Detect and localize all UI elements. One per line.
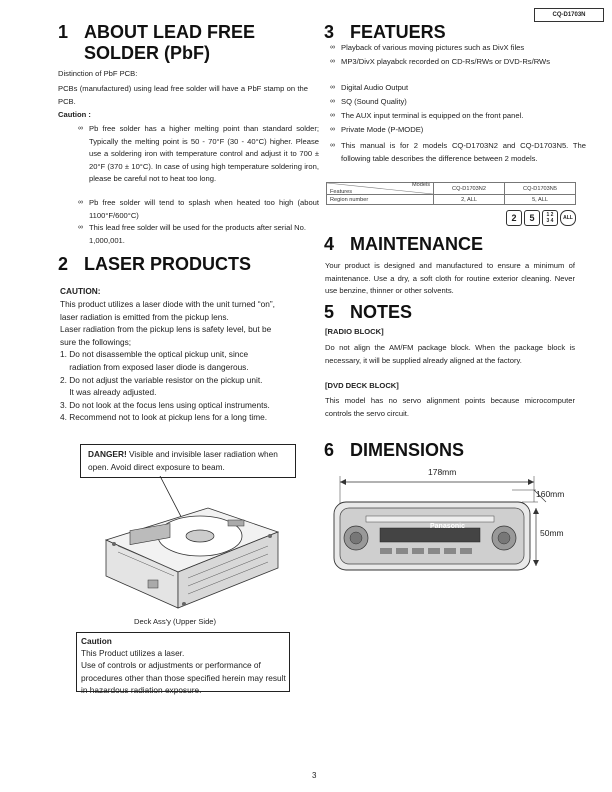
pbf-bullet-1-text: Pb free solder has a higher melting point than standard solder; Typically the melting point is 50 - 70°F (30 - 40°C) higher. Please use a soldering iron with temperature control and adjust it to 700 ± 20°F (370 ± 10°C). In case of using high temperature soldering iron, please be careful not to heat too long. xyxy=(89,124,319,183)
table-cell: 5, ALL xyxy=(505,195,576,205)
bullet-mark: ∞ xyxy=(330,58,335,65)
section-3-title xyxy=(324,22,446,43)
feature-text: SQ (Sound Quality) xyxy=(341,97,407,106)
pbf-bullet-2 xyxy=(78,197,319,222)
section-1-title xyxy=(58,22,255,43)
laser-line: It was already adjusted. xyxy=(60,387,157,398)
caution-box-line1: This Product utilizes a laser. xyxy=(81,648,185,658)
bullet-mark: ∞ xyxy=(330,84,335,91)
bullet-mark: ∞ xyxy=(330,112,335,119)
bullet-mark: ∞ xyxy=(78,224,83,231)
region-2-icon: 2 xyxy=(506,210,522,226)
section-4-title-text: MAINTENANCE xyxy=(350,234,483,254)
pbf-bullet-2-text: Pb free solder will tend to splash when heated too high (about 1100°F/600°C) xyxy=(89,198,319,220)
section-5-number: 5 xyxy=(324,302,335,322)
laser-caution-head: CAUTION: xyxy=(60,286,101,296)
feature-bullet-6 xyxy=(330,124,586,137)
danger-box xyxy=(80,444,296,478)
laser-line: radiation from exposed laser diode is dangerous. xyxy=(60,361,249,372)
page-number: 3 xyxy=(312,771,317,780)
section-3-number: 3 xyxy=(324,22,335,42)
laser-line: This product utilizes a laser diode with the unit turned “on”, xyxy=(60,299,275,309)
pbf-distinction: Distinction of PbF PCB: xyxy=(58,69,138,78)
feature-bullet-2 xyxy=(330,56,586,69)
bullet-mark: ∞ xyxy=(330,98,335,105)
table-row-label: Region number xyxy=(327,195,434,205)
section-3-title-text: FEATUERS xyxy=(350,22,446,42)
feature-text: MP3/DivX playabck recorded on CD-Rs/RWs or DVD-Rs/RWs xyxy=(341,57,551,66)
feature-bullet-5 xyxy=(330,110,586,123)
model-tag: CQ-D1703N xyxy=(534,8,604,22)
section-6-title-text: DIMENSIONS xyxy=(350,440,465,460)
section-2-title xyxy=(58,254,251,275)
radio-block-head: [RADIO BLOCK] xyxy=(325,327,384,336)
table-header-row xyxy=(327,183,576,195)
feature-text: The AUX input terminal is equipped on the front panel. xyxy=(341,111,524,120)
section-5-title-text: NOTES xyxy=(350,302,413,322)
bullet-mark: ∞ xyxy=(78,125,83,132)
region-5-icon: 5 xyxy=(524,210,540,226)
region-icons xyxy=(506,210,578,226)
dim-top-label: 160mm xyxy=(536,489,565,499)
deck-assy-illustration xyxy=(88,480,298,615)
table-corner-cell xyxy=(327,183,434,195)
pbf-caution-label: Caution : xyxy=(58,110,91,119)
dim-width-label: 178mm xyxy=(428,467,457,477)
danger-label: DANGER! xyxy=(88,449,127,459)
feature-text: Digital Audio Output xyxy=(341,83,409,92)
dvd-block-head: [DVD DECK BLOCK] xyxy=(325,381,399,390)
bullet-mark: ∞ xyxy=(330,142,335,149)
laser-line: 1. Do not disassemble the optical pickup unit, since xyxy=(60,349,249,360)
table-row xyxy=(327,195,576,205)
section-4-title xyxy=(324,234,483,255)
model-difference-table xyxy=(326,182,576,205)
corner-features-label: Features xyxy=(330,189,353,195)
bullet-mark: ∞ xyxy=(330,44,335,51)
laser-caution-box xyxy=(76,632,290,696)
dvd-block-text: This model has no servo alignment points because microcomputer controls the servo circuit. xyxy=(325,396,575,418)
caution-box-line2: Use of controls or adjustments or performance of procedures other than those specified herein may result in hazardous radiation exposure. xyxy=(81,660,286,696)
section-2-title-text: LASER PRODUCTS xyxy=(84,254,252,274)
radio-block-text: Do not align the AM/FM package block. When the package block is necessary, it will be supplied already aligned at the factory. xyxy=(325,343,575,365)
maintenance-text: Your product is designed and manufactured to ensure a minimum of maintenance. Use a dry, a soft cloth for routine exterior cleaning. Never use benzine, thinner or other solvents. xyxy=(325,261,575,295)
feature-bullet-1 xyxy=(330,42,586,55)
laser-line: laser radiation is emitted from the pickup lens. xyxy=(60,311,229,322)
danger-text xyxy=(88,448,290,473)
section-1-title-line1: ABOUT LEAD FREE xyxy=(84,22,255,42)
deck-caption: Deck Ass'y (Upper Side) xyxy=(134,617,217,626)
laser-caution-lines xyxy=(60,298,310,424)
section-2-number: 2 xyxy=(58,254,69,274)
bullet-mark: ∞ xyxy=(330,126,335,133)
feature-text: Playback of various moving pictures such as DivX files xyxy=(341,43,525,52)
feature-bullet-3 xyxy=(330,82,586,95)
dim-height-label: 50mm xyxy=(540,528,564,538)
feature-text: Private Mode (P-MODE) xyxy=(341,125,424,134)
section-6-number: 6 xyxy=(324,440,335,460)
table-col-header: CQ-D1703N2 xyxy=(434,183,505,195)
panasonic-logo: Panasonic xyxy=(430,523,466,530)
bullet-mark: ∞ xyxy=(78,199,83,206)
laser-line: Laser radiation from the pickup lens is safety level, but be xyxy=(60,324,272,335)
feature-text: This manual is for 2 models CQ-D1703N2 and CQ-D1703N5. The following table describes the difference between 2 models. xyxy=(341,141,586,163)
caution-box-head: Caution xyxy=(81,636,112,646)
feature-bullet-7 xyxy=(330,140,586,165)
pbf-bullet-1 xyxy=(78,123,319,186)
section-6-title xyxy=(324,440,464,461)
region-all-icon: ALL xyxy=(560,210,576,226)
laser-line: 3. Do not look at the focus lens using optical instruments. xyxy=(60,399,270,410)
section-1-number: 1 xyxy=(58,22,69,42)
pbf-bullet-3 xyxy=(78,222,319,247)
laser-line: 2. Do not adjust the variable resistor on the pickup unit. xyxy=(60,374,263,385)
pbf-pcb-text: PCBs (manufactured) using lead free solder will have a PbF stamp on the PCB. xyxy=(58,84,308,106)
danger-body: Visible and invisible laser radiation when open. Avoid direct exposure to beam. xyxy=(88,449,278,472)
laser-line: 4. Recommend not to look at pickup lens for a long time. xyxy=(60,412,268,423)
pbf-bullet-3-text: This lead free solder will be used for the products after serial No. 1,000,001. xyxy=(89,223,306,245)
feature-bullet-4 xyxy=(330,96,586,109)
corner-models-label: Models xyxy=(411,182,430,188)
section-1-title-line2: SOLDER (PbF) xyxy=(84,43,210,63)
section-5-title xyxy=(324,302,412,323)
table-col-header: CQ-D1703N5 xyxy=(505,183,576,195)
region-1234-icon: 1 2 3 4 xyxy=(542,210,558,226)
section-4-number: 4 xyxy=(324,234,335,254)
table-cell: 2, ALL xyxy=(434,195,505,205)
laser-line: sure the followings; xyxy=(60,336,132,347)
